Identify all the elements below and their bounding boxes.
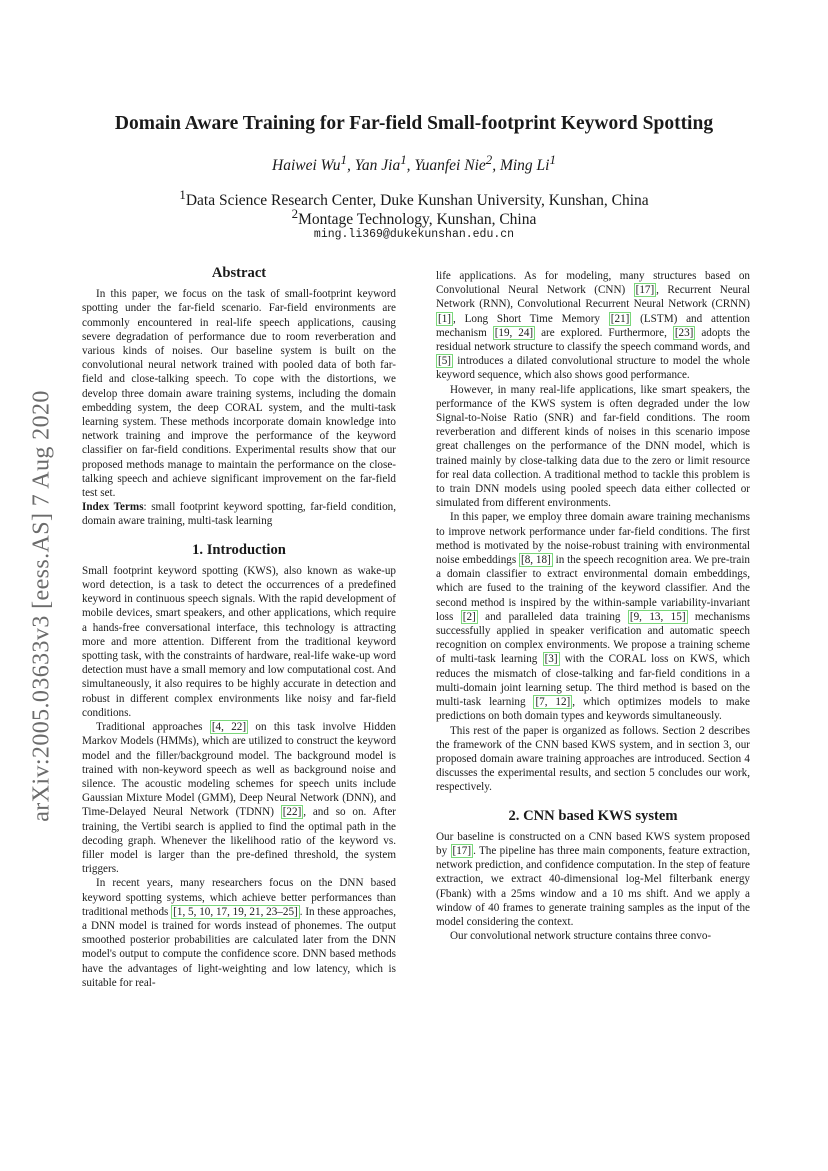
affiliation-sup: 2 <box>291 206 299 221</box>
citation-link[interactable]: [9, 13, 15] <box>629 610 686 623</box>
author-sup: 1 <box>549 152 556 167</box>
author-name: Ming Li <box>499 157 550 175</box>
citation-link[interactable]: [19, 24] <box>494 326 534 339</box>
citation-link[interactable]: [21] <box>610 312 630 325</box>
intro-paragraph: However, in many real-life applications, like smart speakers, the performance of the KWS system is often degraded under the low Signal-to-Noise Ratio (SNR) and far-field conditions. The room reverberation and different kinds of noises in this scenario impose great challenges on the performance of the DNN model, which is trained mainly by close-talking data due to the zero or limit resource for real data collection. A traditional method to tackle this problem is to train DNN models using pooled speech data either collected or simulated from different environments. <box>436 383 750 510</box>
section2-paragraph: Our convolutional network structure contains three convo- <box>450 930 712 943</box>
intro-heading: 1. Introduction <box>192 541 286 558</box>
arxiv-stamp <box>20 355 64 857</box>
author-name: Yuanfei Nie <box>414 157 486 175</box>
citation-link[interactable]: [2] <box>462 610 476 623</box>
left-column <box>82 266 396 990</box>
citation-link[interactable]: [1, 5, 10, 17, 19, 21, 23–25] <box>173 905 298 918</box>
intro-paragraph: life applications. As for modeling, many structures based on Convolutional Neural Network (CNN) [17] , Recurrent Neural Network (RNN), Convolutional Recurrent Neural Network (CRNN) [1] , Long Short Time Memory [21] (LSTM) and attention mechanism [19, 24] are explored. Furthermore, [23] adopts the residual network structure to classify the speech command words, and [5] introduces a dilated convolutional structure to model the whole keyword sequence, which also shows good performance. <box>436 270 750 382</box>
author-sup: 1 <box>340 152 347 167</box>
citation-link[interactable]: [3] <box>544 653 558 666</box>
abstract-heading: Abstract <box>211 265 267 281</box>
intro-paragraph: In this paper, we employ three domain aware training mechanisms to improve network performance under far-field conditions. The first method is motivated by the noise-robust training with environmental noise embeddings [8, 18] in the speech recognition area. We pre-train a domain classifier to extract environmental domain embeddings, which are fused to the training of the keyword classifier. And the second method is inspired by the within-sample variability-invariant loss [2] and paralleled data training [9, 13, 15] mechanisms successfully applied in speaker verification and automatic speech recognition on complex environments. We propose a training scheme of multi-task learning [3] with the CORAL loss on KWS, which reduces the mismatch of close-talking and far-field conditions in a multi-domain joint learning setup. The third method is based on the multi-task learning [7, 12] , which optimizes models to make predictions on both domain types and keywords simultaneously. <box>436 511 750 723</box>
section2-heading: 2. CNN based KWS system <box>508 807 678 824</box>
citation-link[interactable]: [7, 12] <box>535 696 571 709</box>
citation-link[interactable]: [23] <box>674 326 694 339</box>
affiliation-sup: 1 <box>179 187 186 202</box>
author-name: Yan Jia <box>354 157 401 175</box>
intro-paragraph: In recent years, many researchers focus on the DNN based keyword spotting systems, which achieve better performances than traditional methods [1, 5, 10, 17, 19, 21, 23–25] . In these approaches, a DNN model is trained for words instead of phonemes. The output smoothed posterior probabilities are calculated later from the DNN model's output to compute the confidence score. DNN based methods have the advantages of light-weighting and low latency, which is suitable for real- <box>82 877 397 989</box>
affiliation-text: Data Science Research Center, Duke Kunshan University, Kunshan, China <box>185 192 649 210</box>
section2-paragraph: Our baseline is constructed on a CNN based KWS system proposed by [17] . The pipeline has three main components, feature extraction, network prediction, and confidence computation. In the step of feature extraction, we extract 40-dimensional log-Mel filterbank energy (Fbank) with a 25ms window and a 10 ms shift. And we apply a window of 40 frames to generate training samples as the input of the model considering the context. <box>436 830 750 928</box>
affiliation-text: Montage Technology, Kunshan, China <box>298 211 537 229</box>
citation-link[interactable]: [5] <box>438 355 451 368</box>
abstract-text: In this paper, we focus on the task of small-footprint keyword spotting under the far-field scenario. Far-field environments are commonly encountered in real-life speech applications, causing severe degradation of performance due to room reverberation and various kinds of noises. Our baseline system is built on the convolutional neural network trained with pooled data of both far-field and close-talking speech. To cope with the distortions, we develop three domain aware training systems, including the domain embedding system, the deep CORAL system, and the multi-task learning system. These methods incorporate domain knowledge into network training and improve the performance of the keyword classifier on far-field conditions. Experimental results show that our proposed methods manage to maintain the performance on the close-talking speech and achieve significant improvement on the far-field test set. <box>82 288 396 500</box>
author-name: Haiwei Wu <box>272 157 341 175</box>
author-email[interactable]: ming.li369@dukekunshan.edu.cn <box>313 228 515 241</box>
right-column <box>436 269 750 943</box>
author-sup: 1 <box>400 152 407 167</box>
paper-title: Domain Aware Training for Far-field Small-footprint Keyword Spotting <box>114 113 714 134</box>
intro-paragraph: Small footprint keyword spotting (KWS), also known as wake-up word detection, is a task to detect the occurrences of a predefined keyword in continuous speech signals. With the rapid development of mobile devices, smart speakers, and other applications, which require a hands-free conversational interface, this technology is attracting more and more attention. Different from the traditional keyword spotting task, with the constraints of hardware, real-life wake-up word detection must have a small memory and low computational cost. And simultaneously, it also requires to be highly accurate in detection and robust in different complex environments like noisy and far-field conditions. <box>82 564 396 719</box>
affiliation-2 <box>0 206 828 229</box>
citation-link[interactable]: [8, 18] <box>521 554 551 567</box>
intro-paragraph: This rest of the paper is organized as follows. Section 2 describes the framework of the CNN based KWS system, and in section 3, our proposed domain aware training approaches are introduced. Section 4 discusses the experimental results, and section 5 concludes our work, respectively. <box>436 724 750 794</box>
index-terms <box>82 500 396 528</box>
index-terms-text: : small footprint keyword spotting, far-field condition, domain aware training, multi-task learning <box>82 501 396 528</box>
citation-link[interactable]: [22] <box>282 806 302 819</box>
citation-link[interactable]: [17] <box>635 284 655 297</box>
arxiv-identifier: arXiv:2005.03633v3 [eess.AS] 7 Aug 2020 <box>28 390 55 822</box>
index-terms-label: Index Terms <box>82 501 144 514</box>
intro-paragraph: Traditional approaches [4, 22] on this task involve Hidden Markov Models (HMMs), which are utilized to construct the keyword model and the filler/background model. The background model is trained with non-keyword speech as well as background noise and silence. The acoustic modeling schemes for speech units include Gaussian Mixture Model (GMM), Deep Neural Network (DNN), and Time-Delayed Neural Network (TDNN) [22] , and so on. After training, the Vertibi search is applied to find the optimal path in the decoding graph. Whenever the likelihood ratio of the keyword vs. filler model is larger than the pre-defined threshold, the system triggers. <box>82 721 397 876</box>
author-sup: 2 <box>485 152 493 167</box>
citation-link[interactable]: [4, 22] <box>211 721 247 734</box>
citation-link[interactable]: [1] <box>438 312 451 325</box>
author-list: Haiwei Wu$^1$, Yan Jia$^1$, Yuanfei Nie$^2$, Ming Li$^1$ <box>272 152 556 175</box>
citation-link[interactable]: [17] <box>452 844 472 857</box>
